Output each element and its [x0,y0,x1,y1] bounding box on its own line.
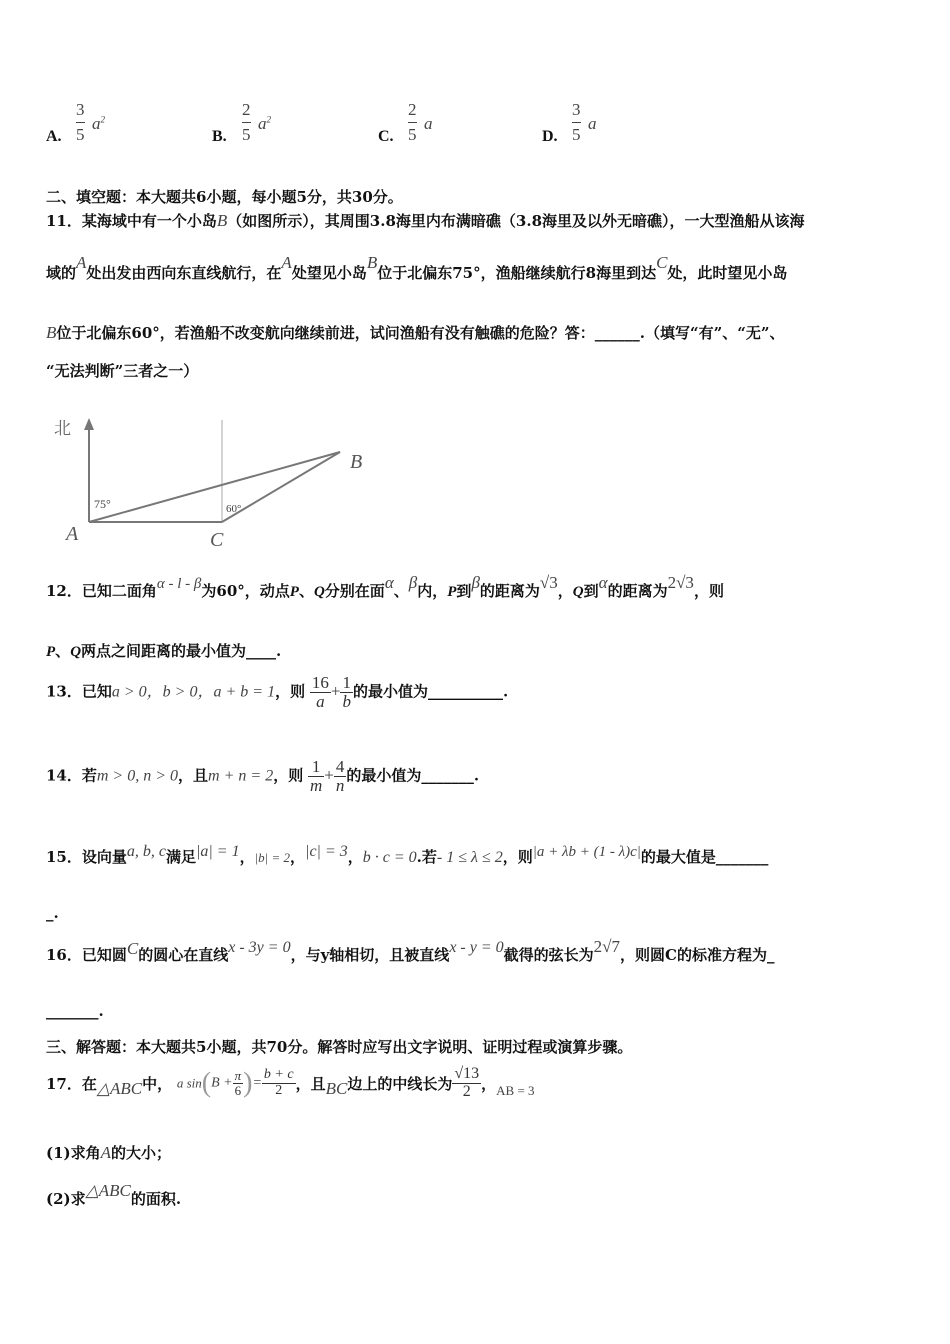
q15-line-1: 15．设向量a, b, c满足|a| = 1，|b| = 2，|c| = 3，b · c = 0.若- 1 ≤ λ ≤ 2，则|a + λb + (1 - λ)c|的最大值是_______ [46,843,769,866]
choice-fraction: 3 5 [76,100,85,144]
q13-line: 13．已知a > 0，b > 0，a + b = 1，则 $\frac{16}{a}$ + $\frac{1}{b}$ 的最小值为__________. [46,673,509,711]
choice-label: A. [46,128,62,145]
answer-blank: ______ [594,324,640,342]
answer-blank: __________. [427,682,509,701]
choice-fraction: 2 5 [242,100,251,144]
north-label: 北 [54,419,71,439]
answer-blank: _______ [715,848,769,866]
section-3-heading: 三、解答题：本大题共5小题，共70分。解答时应写出文字说明、证明过程或演算步骤。 [46,1038,633,1056]
segment-ab [89,452,340,522]
angle-60-label: 60° [226,503,242,515]
q11-line-3: B位于北偏东60°，若渔船不改变航向继续前进，试问渔船有没有触礁的危险？答：______.（填写“有”、“无”、 [46,323,785,342]
choice-label: C. [378,128,394,145]
q11-line-4: “无法判断”三者之一） [46,362,199,380]
choice-variable: $a^2$ [258,114,271,133]
q17-line: 17．在△ABC中， a sin(B + $\frac{\pi}{6}$ )= $\frac{b + c}{2}$ ，且BC边上的中线长为 $\frac{√13}{2}$ ，AB = 3 [46,1065,535,1100]
answer-blank: ____. [246,642,282,660]
q17-part-2: (2)求△ABC的面积. [46,1181,182,1208]
choice-fraction: 3 5 [572,100,581,144]
q16-line-1: 16．已知圆C的圆心在直线x - 3y = 0，与y轴相切，且被直线x - y = 0截得的弦长为2√7，则圆C的标准方程为_ [46,937,775,964]
angle-75-label: 75° [94,497,111,511]
section-2-heading: 二、填空题：本大题共6小题，每小题5分，共30分。 [46,188,403,206]
q15-line-2: _. [46,904,59,922]
choice-variable: $a^2$ [92,114,105,133]
q14-line: 14．若m > 0, n > 0，且m + n = 2，则 $\frac{1}{m}$ + $\frac{4}{n}$ 的最小值为_______. [46,757,480,795]
point-b-label: B [350,451,363,473]
q11-line-2: 域的A处出发由西向东直线航行，在A处望见小岛B位于北偏东75°，渔船继续航行8海里到达C处，此时望见小岛 [46,253,788,282]
q11-line-1: 11．某海域中有一个小岛B（如图所示），其周围3.8海里内布满暗礁（3.8海里及以外无暗礁），一大型渔船从该海 [46,211,805,230]
q12-line-1: 12．已知二面角α - l - β为60°，动点P、Q分别在面α、β内，P到β的距离为√3，Q到α的距离为2√3，则 [46,573,724,600]
choice-label: B. [212,128,227,145]
north-arrow-icon [84,418,94,430]
q11-figure [40,408,380,558]
choice-fraction: 2 5 [408,100,417,144]
q16-line-2: _______. [46,1002,104,1020]
q17-part-1: (1)求角A的大小； [46,1143,172,1162]
choice-variable: a [424,114,433,133]
choice-variable: a [588,114,597,133]
point-a-label: A [66,523,79,545]
point-c-label: C [210,529,224,551]
answer-blank: _______. [421,766,480,785]
choice-label: D. [542,128,558,145]
q12-line-2: P、Q两点之间距离的最小值为____. [46,642,282,660]
